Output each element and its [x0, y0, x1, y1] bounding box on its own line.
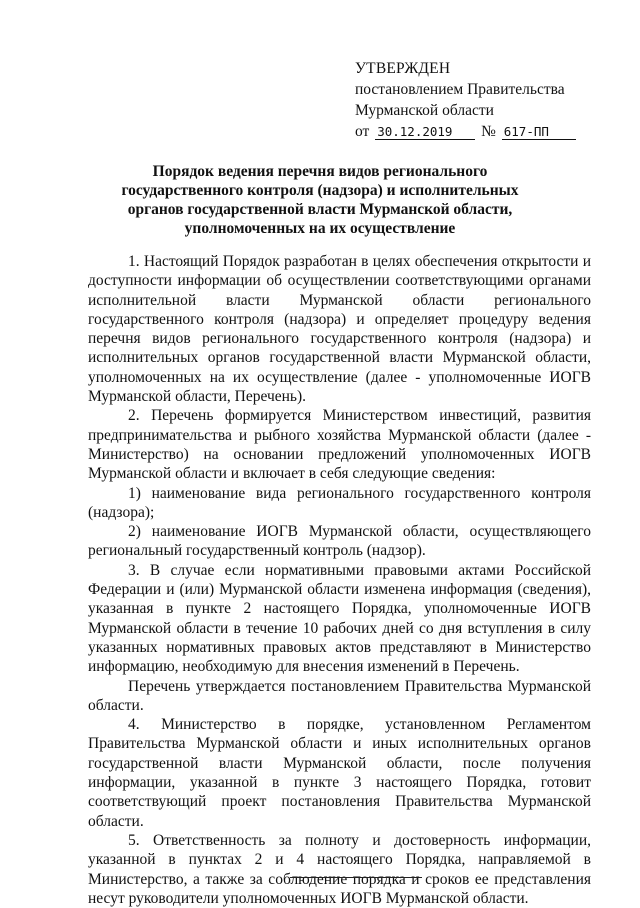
paragraph-3: 3. В случае если нормативными правовыми актами Российской Федерации и (или) Мурманской области изменена информация (сведения), указанная в пункте 2 настоящего Порядка, уполномоченные ИОГВ Мурманской области в течение 10 рабочих дней со дня вступления в силу указанных нормативных правовых актов представляют в Министерство информацию, необходимую для внесения изменений в Перечень. — [88, 561, 591, 676]
approval-number: 617-ПП — [502, 125, 576, 140]
end-divider — [290, 877, 422, 878]
paragraph-2-item-2: 2) наименование ИОГВ Мурманской области, осуществляющего региональный государственный контроль (надзор). — [88, 523, 591, 560]
paragraph-1: 1. Настоящий Порядок разработан в целях обеспечения открытости и доступности информации об осуществлении соответствующими органами исполнительной власти Мурманской области регионального государственного контроля (надзора) и определяет процедуру ведения перечня видов регионального государственного контроля (надзора) и исполнительных органов государственной власти Мурманской области, уполномоченных на их осуществление (далее - уполномоченные ИОГВ Мурманской области, Перечень). — [88, 253, 591, 406]
approval-line-2: Мурманской области — [355, 102, 494, 119]
approval-block — [355, 58, 615, 142]
paragraph-5: 5. Ответственность за полноту и достоверность информации, указанной в пунктах 2 и 4 настоящего Порядка, направляемой в Министерство, а также за соблюдение порядка и сроков ее представления несут руководители уполномоченных ИОГВ Мурманской области. — [88, 831, 591, 907]
approval-date: 30.12.2019 — [375, 125, 475, 140]
paragraph-2-item-1: 1) наименование вида регионального государственного контроля (надзора); — [88, 484, 591, 521]
approval-number-label: № — [481, 123, 496, 140]
document-body — [88, 252, 591, 908]
paragraph-2: 2. Перечень формируется Министерством инвестиций, развития предпринимательства и рыбного хозяйства Мурманской области (далее - Министерство) на основании предложений уполномоченных ИОГВ Мурманской области и включает в себя следующие сведения: — [88, 407, 591, 483]
approval-heading: УТВЕРЖДЕН — [355, 60, 451, 77]
approval-from-label: от — [355, 123, 370, 140]
approval-date-line — [355, 121, 615, 142]
paragraph-4: 4. Министерство в порядке, установленном Регламентом Правительства Мурманской области и иных исполнительных органов государственной власти Мурманской области, после получения информации, указанной в пункте 3 настоящего Порядка, готовит соответствующий проект постановления Правительства Мурманской области. — [88, 716, 591, 830]
document-title: Порядок ведения перечня видов регионального государственного контроля (надзора) и исполнительных органов государственной власти Мурманской области, уполномоченных на их осуществление — [121, 163, 519, 237]
paragraph-3-note: Перечень утверждается постановлением Правительства Мурманской области. — [88, 677, 591, 714]
approval-line-1: постановлением Правительства — [355, 81, 565, 98]
